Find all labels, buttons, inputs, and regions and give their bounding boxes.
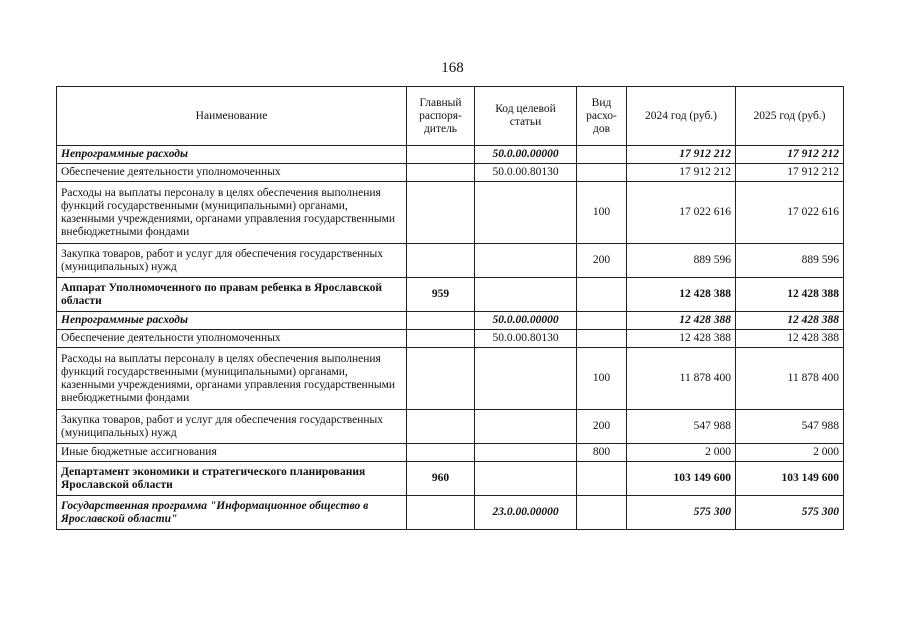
cell-vid xyxy=(577,312,627,330)
cell-2024: 2 000 xyxy=(627,444,736,462)
cell-recipient xyxy=(407,348,475,410)
cell-recipient xyxy=(407,164,475,182)
cell-2025: 12 428 388 xyxy=(736,330,844,348)
cell-recipient xyxy=(407,444,475,462)
cell-code xyxy=(475,462,577,496)
cell-vid: 200 xyxy=(577,244,627,278)
cell-name: Аппарат Уполномоченного по правам ребенка в Ярославской области xyxy=(57,278,407,312)
table-row xyxy=(57,444,844,462)
cell-recipient xyxy=(407,410,475,444)
cell-code: 23.0.00.00000 xyxy=(475,496,577,530)
cell-name: Обеспечение деятельности уполномоченных xyxy=(57,164,407,182)
cell-vid xyxy=(577,330,627,348)
cell-2024: 12 428 388 xyxy=(627,330,736,348)
table-header-row xyxy=(57,87,844,146)
cell-code: 50.0.00.00000 xyxy=(475,146,577,164)
cell-2025: 17 912 212 xyxy=(736,146,844,164)
cell-recipient xyxy=(407,496,475,530)
cell-name: Департамент экономики и стратегического планирования Ярославской области xyxy=(57,462,407,496)
cell-code xyxy=(475,348,577,410)
cell-2025: 12 428 388 xyxy=(736,278,844,312)
cell-vid: 100 xyxy=(577,348,627,410)
cell-2025: 17 912 212 xyxy=(736,164,844,182)
cell-code: 50.0.00.80130 xyxy=(475,330,577,348)
table-row xyxy=(57,182,844,244)
cell-vid xyxy=(577,164,627,182)
cell-name: Государственная программа "Информационное общество в Ярославской области" xyxy=(57,496,407,530)
cell-vid: 200 xyxy=(577,410,627,444)
table-row xyxy=(57,410,844,444)
cell-recipient: 960 xyxy=(407,462,475,496)
cell-2025: 17 022 616 xyxy=(736,182,844,244)
cell-code xyxy=(475,410,577,444)
cell-2024: 575 300 xyxy=(627,496,736,530)
cell-2025: 103 149 600 xyxy=(736,462,844,496)
cell-code xyxy=(475,278,577,312)
cell-recipient: 959 xyxy=(407,278,475,312)
cell-name: Обеспечение деятельности уполномоченных xyxy=(57,330,407,348)
table-row xyxy=(57,312,844,330)
cell-code xyxy=(475,444,577,462)
table-row xyxy=(57,244,844,278)
table-row xyxy=(57,146,844,164)
cell-2025: 547 988 xyxy=(736,410,844,444)
cell-2025: 889 596 xyxy=(736,244,844,278)
cell-recipient xyxy=(407,182,475,244)
cell-vid: 100 xyxy=(577,182,627,244)
cell-2024: 17 912 212 xyxy=(627,164,736,182)
table-row xyxy=(57,278,844,312)
table-row xyxy=(57,330,844,348)
cell-2024: 11 878 400 xyxy=(627,348,736,410)
cell-code: 50.0.00.00000 xyxy=(475,312,577,330)
cell-name: Закупка товаров, работ и услуг для обеспечения государственных (муниципальных) нужд xyxy=(57,410,407,444)
cell-name: Закупка товаров, работ и услуг для обеспечения государственных (муниципальных) нужд xyxy=(57,244,407,278)
table-row xyxy=(57,164,844,182)
cell-2025: 575 300 xyxy=(736,496,844,530)
cell-name: Расходы на выплаты персоналу в целях обеспечения выполнения функций государственными (муниципальными) органами, казенными учреждениями, органами управления государственными внебюджетными фондами xyxy=(57,182,407,244)
cell-2024: 12 428 388 xyxy=(627,312,736,330)
cell-recipient xyxy=(407,244,475,278)
cell-name: Непрограммные расходы xyxy=(57,146,407,164)
cell-name: Расходы на выплаты персоналу в целях обеспечения выполнения функций государственными (муниципальными) органами, казенными учреждениями, органами управления государственными внебюджетными фондами xyxy=(57,348,407,410)
cell-name: Иные бюджетные ассигнования xyxy=(57,444,407,462)
table-row xyxy=(57,348,844,410)
header-vid: Вид расхо-дов xyxy=(577,87,627,146)
budget-table xyxy=(56,86,844,530)
cell-2025: 2 000 xyxy=(736,444,844,462)
cell-2024: 547 988 xyxy=(627,410,736,444)
cell-2024: 889 596 xyxy=(627,244,736,278)
cell-code: 50.0.00.80130 xyxy=(475,164,577,182)
cell-2025: 12 428 388 xyxy=(736,312,844,330)
cell-vid: 800 xyxy=(577,444,627,462)
cell-2024: 17 912 212 xyxy=(627,146,736,164)
header-recipient: Главный распоря-дитель xyxy=(407,87,475,146)
cell-2024: 12 428 388 xyxy=(627,278,736,312)
header-name: Наименование xyxy=(57,87,407,146)
cell-recipient xyxy=(407,312,475,330)
cell-vid xyxy=(577,146,627,164)
cell-code xyxy=(475,244,577,278)
cell-recipient xyxy=(407,146,475,164)
table-row xyxy=(57,496,844,530)
cell-vid xyxy=(577,278,627,312)
cell-2024: 17 022 616 xyxy=(627,182,736,244)
header-2025: 2025 год (руб.) xyxy=(736,87,844,146)
table-row xyxy=(57,462,844,496)
cell-vid xyxy=(577,496,627,530)
cell-recipient xyxy=(407,330,475,348)
cell-name: Непрограммные расходы xyxy=(57,312,407,330)
cell-vid xyxy=(577,462,627,496)
cell-code xyxy=(475,182,577,244)
header-code: Код целевой статьи xyxy=(475,87,577,146)
cell-2025: 11 878 400 xyxy=(736,348,844,410)
page-number: 168 xyxy=(441,60,464,76)
cell-2024: 103 149 600 xyxy=(627,462,736,496)
header-2024: 2024 год (руб.) xyxy=(627,87,736,146)
